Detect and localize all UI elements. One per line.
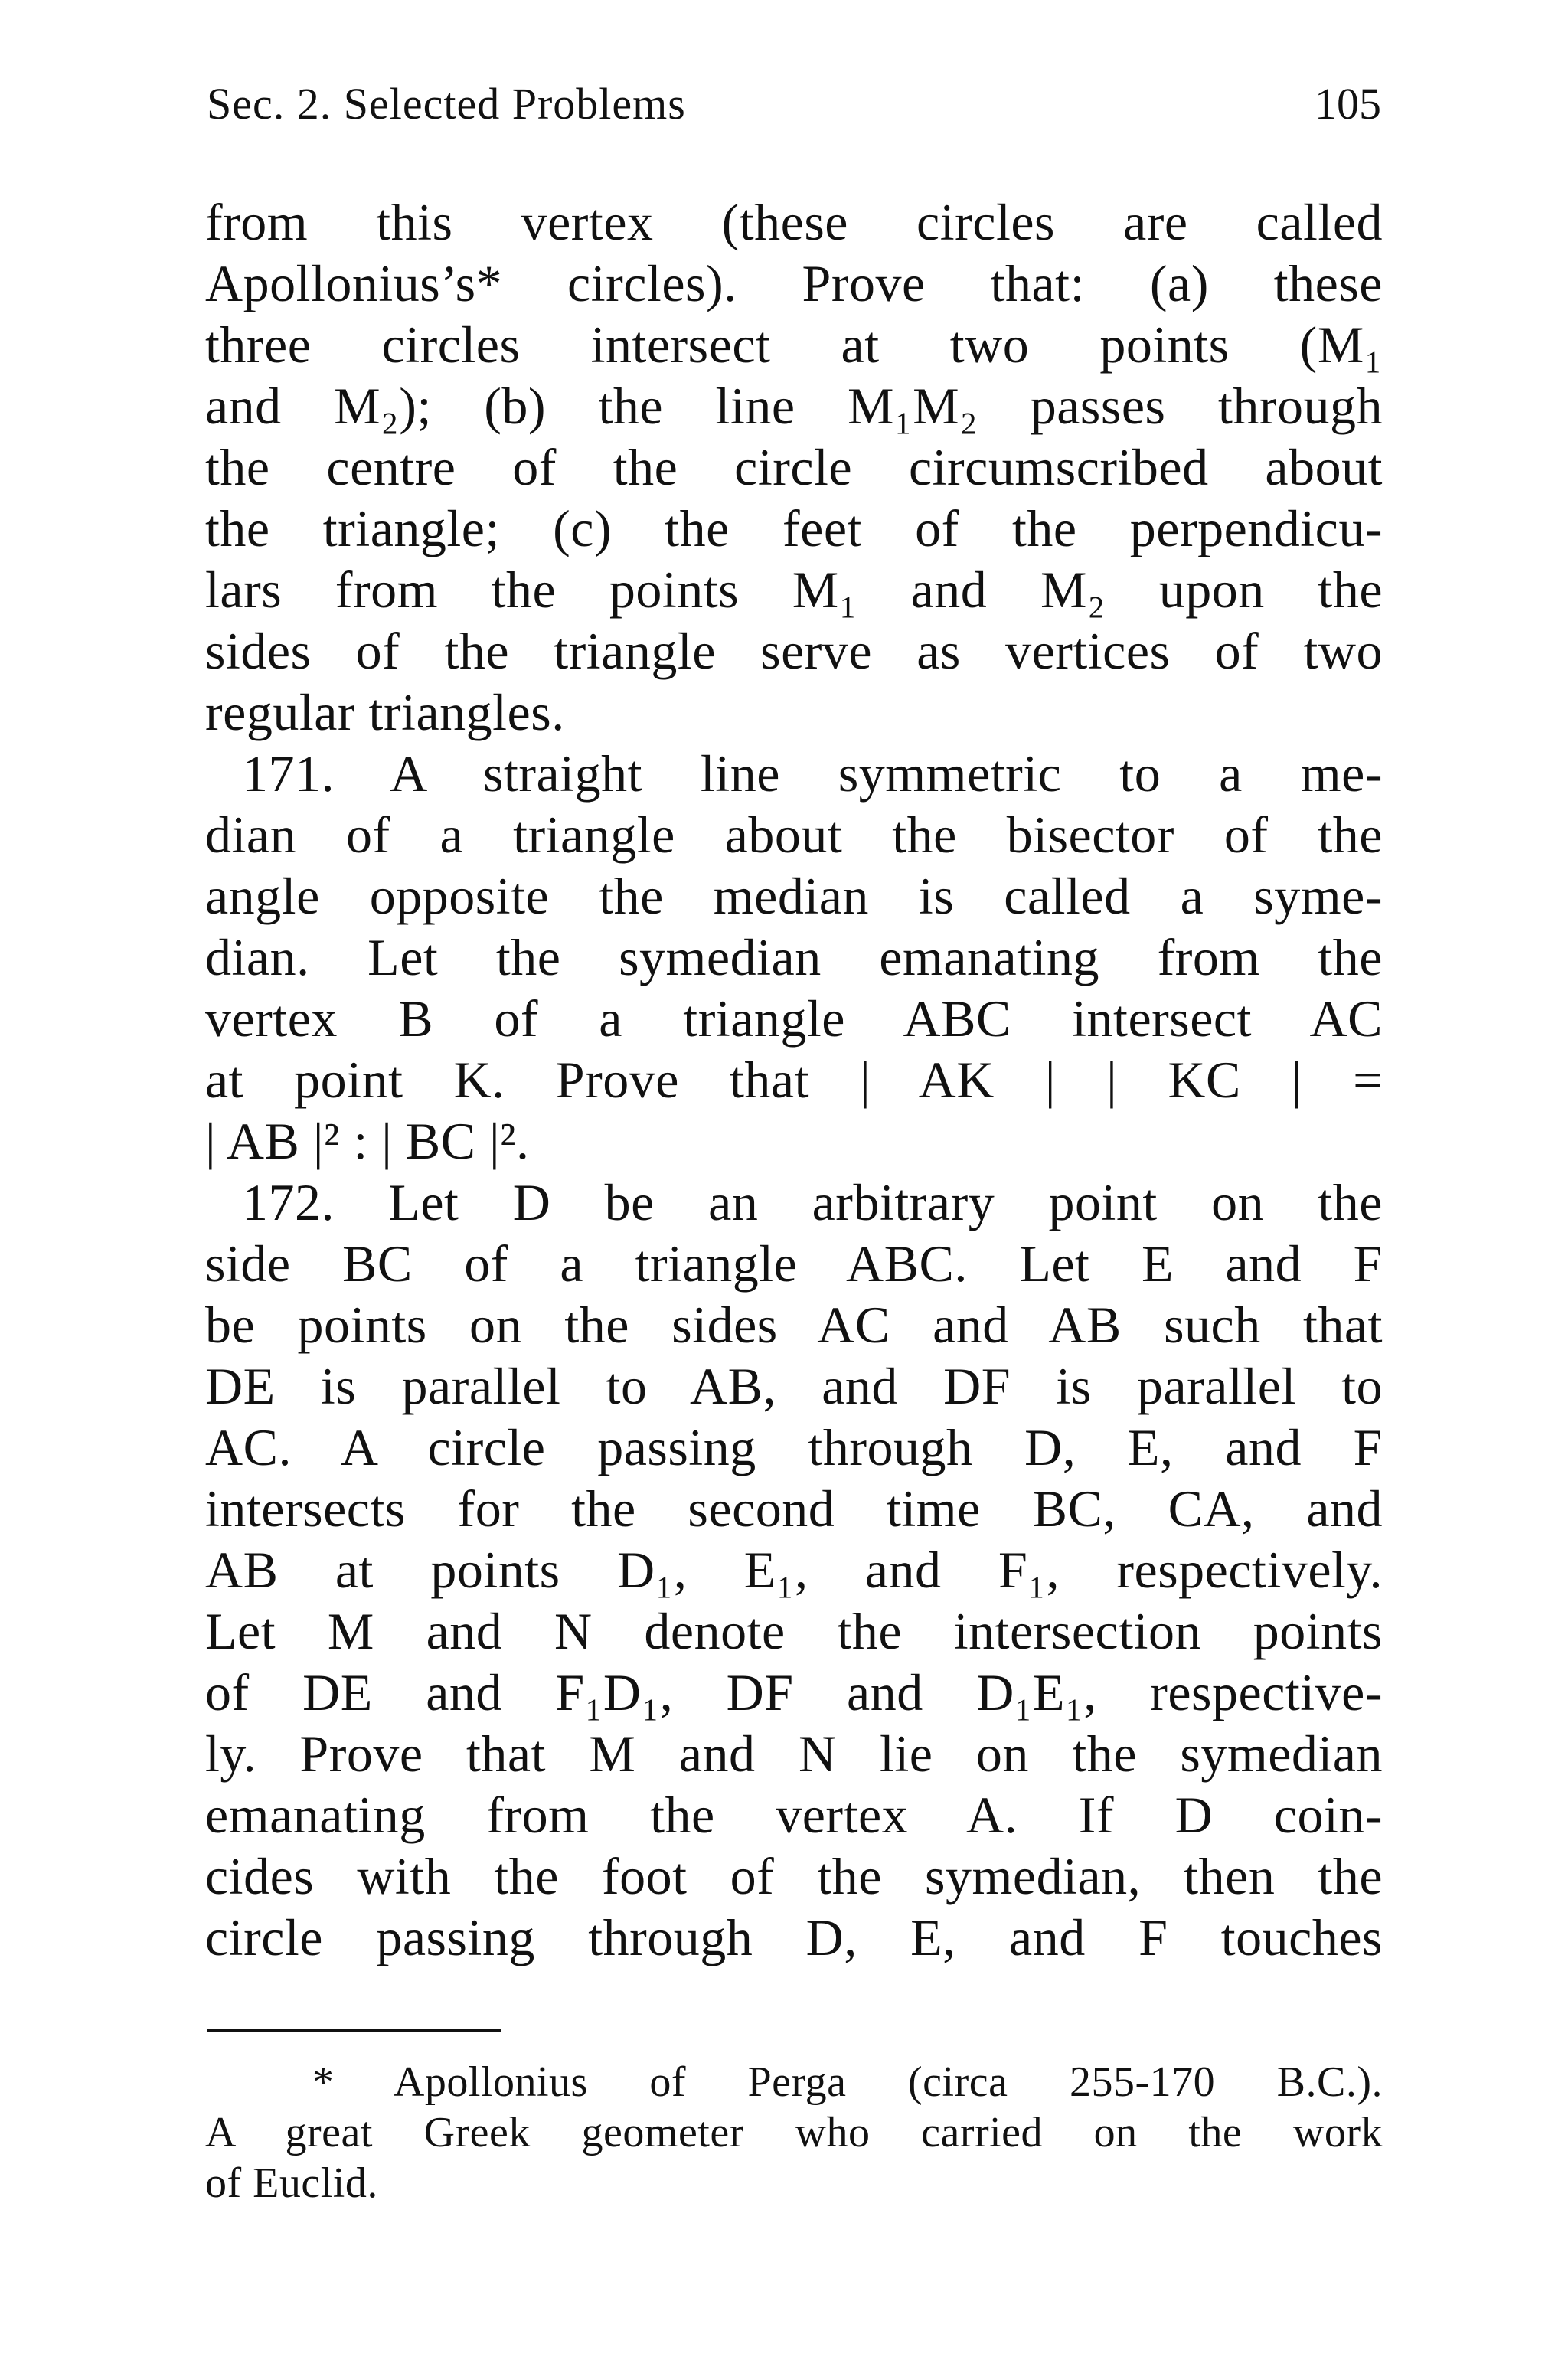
page-number: 105 (1315, 79, 1381, 129)
text-line: intersects for the second time BC, CA, and (205, 1479, 1383, 1538)
problem-172-start: 172. Let D be an arbitrary point on the (242, 1173, 1383, 1231)
text-line: dian. Let the symedian emanating from the (205, 928, 1383, 986)
footnote (205, 2057, 1383, 2208)
text-line: be points on the sides AC and AB such that (205, 1296, 1383, 1354)
text-line: at point K. Prove that | AK | | KC | = (205, 1051, 1383, 1109)
section-title: Sec. 2. Selected Problems (207, 79, 686, 129)
text-line: ly. Prove that M and N lie on the symedian (205, 1725, 1383, 1783)
text-line: circle passing through D, E, and F touches (205, 1908, 1383, 1966)
text-line: | AB |² : | BC |². (205, 1112, 530, 1170)
text-line: emanating from the vertex A. If D coin- (205, 1786, 1383, 1844)
text-line: DE is parallel to AB, and DF is parallel to (205, 1357, 1383, 1415)
text-line: angle opposite the median is called a syme- (205, 867, 1383, 925)
text-line: the triangle; (c) the feet of the perpendicu- (205, 499, 1383, 557)
footnote-line: A great Greek geometer who carried on the work (205, 2109, 1383, 2156)
text-line: AB at points D₁, E₁, and F₁, respectively. (205, 1541, 1383, 1599)
text-line: AC. A circle passing through D, E, and F (205, 1418, 1383, 1476)
footnote-divider (207, 2029, 501, 2032)
problem-171-start: 171. A straight line symmetric to a me- (242, 744, 1383, 803)
text-line: of DE and F₁D₁, DF and D₁E₁, respective- (205, 1663, 1383, 1721)
text-line: sides of the triangle serve as vertices of two (205, 622, 1383, 680)
footnote-line: of Euclid. (205, 2159, 378, 2207)
text-line: vertex B of a triangle ABC intersect AC (205, 989, 1383, 1048)
body-text (205, 191, 1383, 1968)
text-line: the centre of the circle circumscribed about (205, 438, 1383, 496)
text-line: and M₂); (b) the line M₁M₂ passes through (205, 377, 1383, 435)
footnote-line: * Apollonius of Perga (circa 255-170 B.C.). (312, 2058, 1383, 2106)
text-line: cides with the foot of the symedian, then the (205, 1847, 1383, 1905)
text-line: Let M and N denote the intersection points (205, 1602, 1383, 1660)
running-head (207, 74, 1381, 135)
text-line: from this vertex (these circles are called (205, 193, 1383, 251)
text-line: side BC of a triangle ABC. Let E and F (205, 1234, 1383, 1293)
text-line: Apollonius’s* circles). Prove that: (a) these (205, 254, 1383, 312)
text-line: three circles intersect at two points (M₁ (205, 315, 1383, 374)
text-line: lars from the points M₁ and M₂ upon the (205, 561, 1383, 619)
text-line: dian of a triangle about the bisector of the (205, 806, 1383, 864)
text-line: regular triangles. (205, 683, 565, 741)
